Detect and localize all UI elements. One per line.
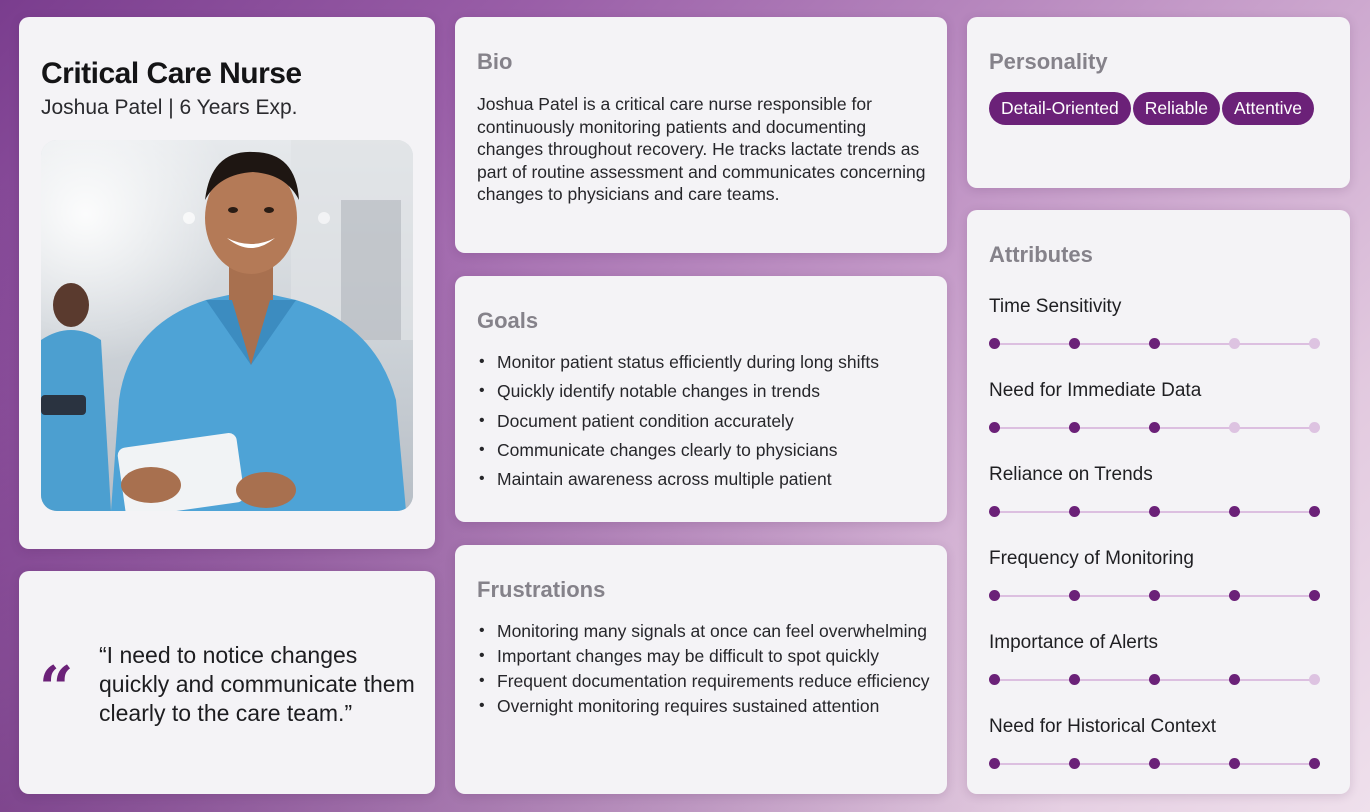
list-item: • Quickly identify notable changes in trends xyxy=(477,380,932,402)
attributes-card xyxy=(967,210,1350,794)
scale-dot-filled xyxy=(1149,422,1160,433)
personality-tag: Reliable xyxy=(1133,92,1220,125)
goals-list xyxy=(477,351,932,497)
quote-icon: “ xyxy=(39,654,74,724)
scale-dot-filled xyxy=(1229,758,1240,769)
scale-dot-filled xyxy=(1149,758,1160,769)
scale-dot-filled xyxy=(989,590,1000,601)
goals-card xyxy=(455,276,947,522)
persona-photo xyxy=(41,140,413,511)
list-item: • Frequent documentation requirements reduce efficiency xyxy=(477,670,932,692)
attribute-label: Need for Historical Context xyxy=(989,716,1217,737)
list-item: • Overnight monitoring requires sustained attention xyxy=(477,695,932,717)
attribute-scale xyxy=(994,338,1314,350)
scale-dot-empty xyxy=(1309,422,1320,433)
attribute-label: Importance of Alerts xyxy=(989,632,1158,653)
scale-dot-filled xyxy=(1069,590,1080,601)
bio-title: Bio xyxy=(477,49,513,74)
scale-dot-filled xyxy=(989,674,1000,685)
profile-card xyxy=(19,17,435,549)
personality-card xyxy=(967,17,1350,188)
scale-dot-filled xyxy=(1149,674,1160,685)
attribute-label: Time Sensitivity xyxy=(989,296,1122,317)
scale-dot-empty xyxy=(1229,338,1240,349)
scale-dot-filled xyxy=(1069,338,1080,349)
attribute-scale xyxy=(994,758,1314,770)
persona-subtitle: Joshua Patel | 6 Years Exp. xyxy=(41,96,298,119)
scale-dot-empty xyxy=(1309,338,1320,349)
scale-dot-filled xyxy=(1149,506,1160,517)
scale-dot-filled xyxy=(1149,590,1160,601)
attribute-label: Need for Immediate Data xyxy=(989,380,1202,401)
attribute-row xyxy=(989,296,1329,318)
attribute-scale xyxy=(994,422,1314,434)
scale-dot-filled xyxy=(1229,590,1240,601)
attribute-scale xyxy=(994,674,1314,686)
frustrations-list xyxy=(477,620,932,720)
scale-dot-filled xyxy=(1229,674,1240,685)
attribute-label: Frequency of Monitoring xyxy=(989,548,1194,569)
list-item: • Document patient condition accurately xyxy=(477,410,932,432)
scale-dot-filled xyxy=(1309,758,1320,769)
frustrations-title: Frustrations xyxy=(477,577,606,602)
personality-title: Personality xyxy=(989,49,1108,74)
goals-title: Goals xyxy=(477,308,539,333)
scale-dot-filled xyxy=(1069,758,1080,769)
nurse-photo-illustration xyxy=(41,140,413,511)
personality-tag: Detail-Oriented xyxy=(989,92,1131,125)
attribute-scale xyxy=(994,506,1314,518)
scale-dot-filled xyxy=(1069,422,1080,433)
scale-dot-filled xyxy=(989,422,1000,433)
bio-text: Joshua Patel is a critical care nurse responsible for continuously monitoring patients and documenting changes throughout recovery. He tracks lactate trends as part of routine assessment and communicates concerning changes to physicians and care teams. xyxy=(477,94,926,204)
scale-dot-filled xyxy=(1309,506,1320,517)
attribute-label: Reliance on Trends xyxy=(989,464,1153,485)
bio-card xyxy=(455,17,947,253)
scale-dot-filled xyxy=(1309,590,1320,601)
attributes-title: Attributes xyxy=(989,242,1093,267)
attribute-row xyxy=(989,716,1329,738)
quote-card xyxy=(19,571,435,794)
list-item: • Maintain awareness across multiple patient xyxy=(477,468,932,490)
attribute-row xyxy=(989,380,1329,402)
list-item: • Monitor patient status efficiently during long shifts xyxy=(477,351,932,373)
scale-dot-filled xyxy=(989,758,1000,769)
persona-role: Critical Care Nurse xyxy=(41,57,302,90)
list-item: • Monitoring many signals at once can feel overwhelming xyxy=(477,620,932,642)
list-item: • Communicate changes clearly to physicians xyxy=(477,439,932,461)
attribute-row xyxy=(989,632,1329,654)
attribute-row xyxy=(989,548,1329,570)
scale-dot-filled xyxy=(1069,506,1080,517)
list-item: • Important changes may be difficult to spot quickly xyxy=(477,645,932,667)
attribute-row xyxy=(989,464,1329,486)
scale-dot-filled xyxy=(989,338,1000,349)
scale-dot-filled xyxy=(1149,338,1160,349)
scale-dot-filled xyxy=(1069,674,1080,685)
scale-dot-filled xyxy=(1229,506,1240,517)
scale-dot-empty xyxy=(1229,422,1240,433)
attribute-scale xyxy=(994,590,1314,602)
personality-tags xyxy=(989,92,1334,125)
frustrations-card xyxy=(455,545,947,794)
personality-tag: Attentive xyxy=(1222,92,1314,125)
scale-dot-filled xyxy=(989,506,1000,517)
persona-quote: “I need to notice changes quickly and communicate them clearly to the care team.” xyxy=(99,642,415,726)
scale-dot-empty xyxy=(1309,674,1320,685)
